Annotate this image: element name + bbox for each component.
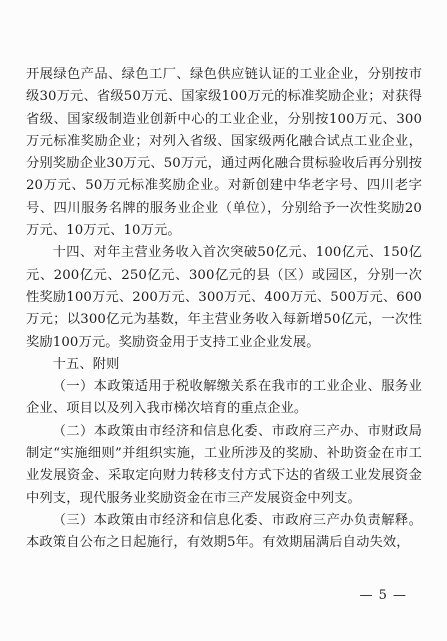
paragraph-award-standards: 开展绿色产品、绿色工厂、绿色供应链认证的工业企业，分别按市级30万元、省级50万元、国家级100万元的标准奖励企业；对获得省级、国家级制造业创新中心的工业企业，分别按100万元、300万元标准奖励企业；对列入省级、国家级两化融合试点工业企业，分别奖励企业30万元、50万元，通过两化融合贯标验收后再分别按20万元、50万元标准奖励企业。对新创建中华老字号、四川老字号、四川服务名牌的服务业企业（单位），分别给予一次性奖励20万元、10万元、10万元。	[26, 67, 422, 239]
paragraph-appendix-2: （二）本政策由市经济和信息化委、市政府三产办、市财政局制定“实施细则”并组织实施，工业所涉及的奖励、补助资金在市工业发展资金、采取定向财力转移支付方式下达的省级工业发展资金中列支，现代服务业奖励资金在市三产发展资金中列支。	[26, 423, 422, 506]
paragraph-article-15-heading: 十五、附则	[52, 356, 120, 372]
paragraph-article-14: 十四、对年主营业务收入首次突破50亿元、100亿元、150亿元、200亿元、250亿元、300亿元的县（区）或园区，分别一次性奖励100万元、200万元、300万元、400万元、500万元、600万元；以300亿元为基数，年主营业务收入每新增50亿元，一次性奖励100万元。奖励资金用于支持工业企业发展。	[26, 245, 422, 350]
page-number: — 5 —	[359, 588, 407, 603]
paragraph-appendix-1: （一）本政策适用于税收解缴关系在我市的工业企业、服务业企业、项目以及列入我市梯次培育的重点企业。	[26, 379, 422, 417]
document-body	[26, 64, 422, 555]
paragraph-appendix-3: （三）本政策由市经济和信息化委、市政府三产办负责解释。本政策自公布之日起施行，有效期5年。有效期届满后自动失效，	[26, 512, 422, 551]
